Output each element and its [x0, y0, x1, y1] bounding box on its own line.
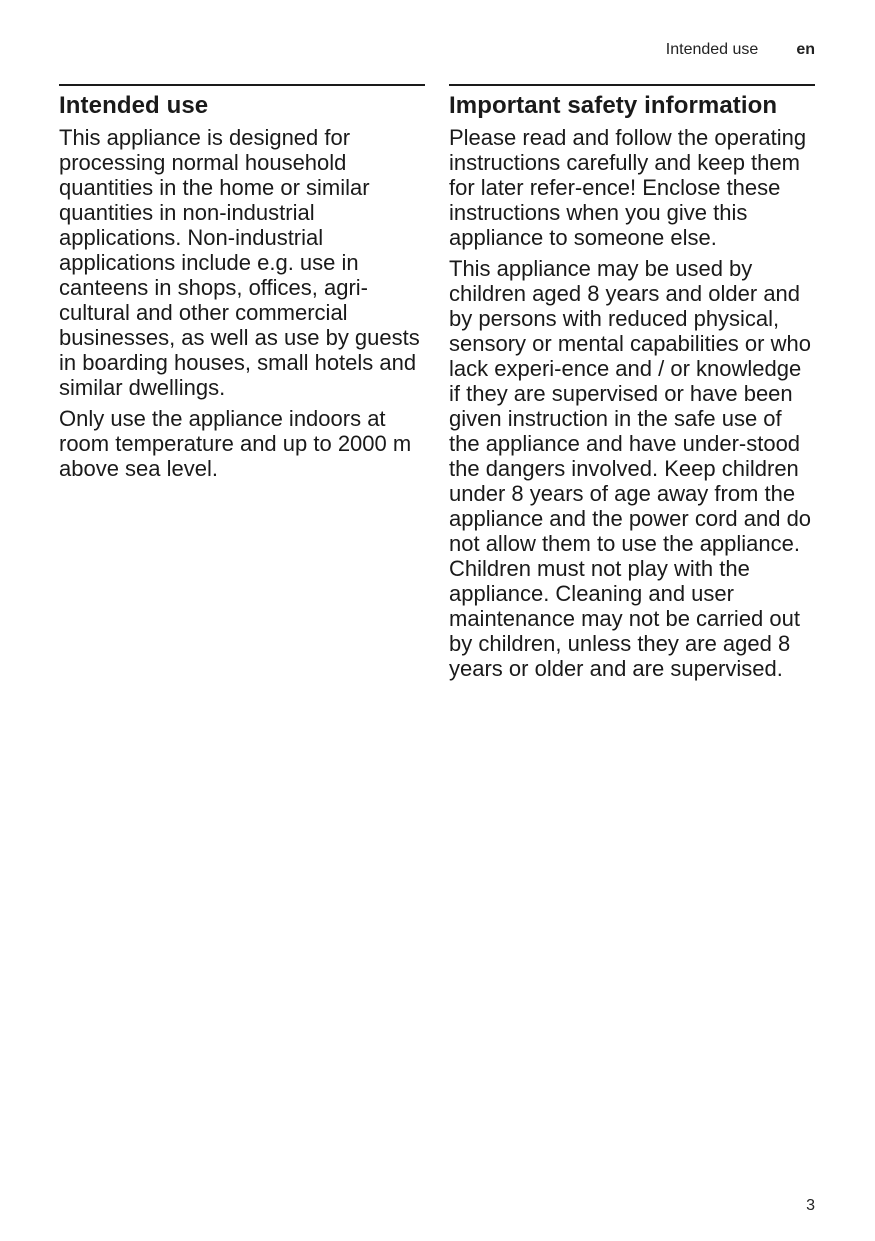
header-language-code: en [796, 41, 815, 58]
intended-use-heading: Intended use [59, 92, 209, 119]
safety-information-column [449, 84, 815, 687]
running-header [666, 40, 815, 60]
intended-use-paragraph-2: Only use the appliance indoors at room temperature and up to 2000 m above sea level. [59, 406, 412, 481]
safety-information-paragraph-2: This appliance may be used by children aged 8 years and older and by persons with reduced physical, sensory or mental capabilities or who lack experi-ence and / or knowledge if they are supervised or have been given instruction in the safe use of the appliance and have under-stood the dangers involved. Keep children under 8 years of age away from the appliance and the power cord and do not allow them to use the appliance. Children must not play with the appliance. Cleaning and user maintenance may not be carried out by children, unless they are aged 8 years or older and are supervised. [449, 256, 812, 681]
intended-use-paragraph-1: This appliance is designed for processing normal household quantities in the home or similar quantities in non-industrial applications. Non-industrial applications include e.g. use in canteens in shops, offices, agri-cultural and other commercial businesses, as well as use by guests in boarding houses, small hotels and similar dwellings. [59, 125, 420, 400]
header-section-title: Intended use [665, 41, 759, 58]
safety-information-paragraph-1: Please read and follow the operating instructions carefully and keep them for later refer-ence! Enclose these instructions when you give this appliance to someone else. [449, 125, 807, 250]
intended-use-column [59, 84, 425, 487]
page-number: 3 [806, 1197, 815, 1214]
safety-information-heading: Important safety information [449, 92, 778, 119]
